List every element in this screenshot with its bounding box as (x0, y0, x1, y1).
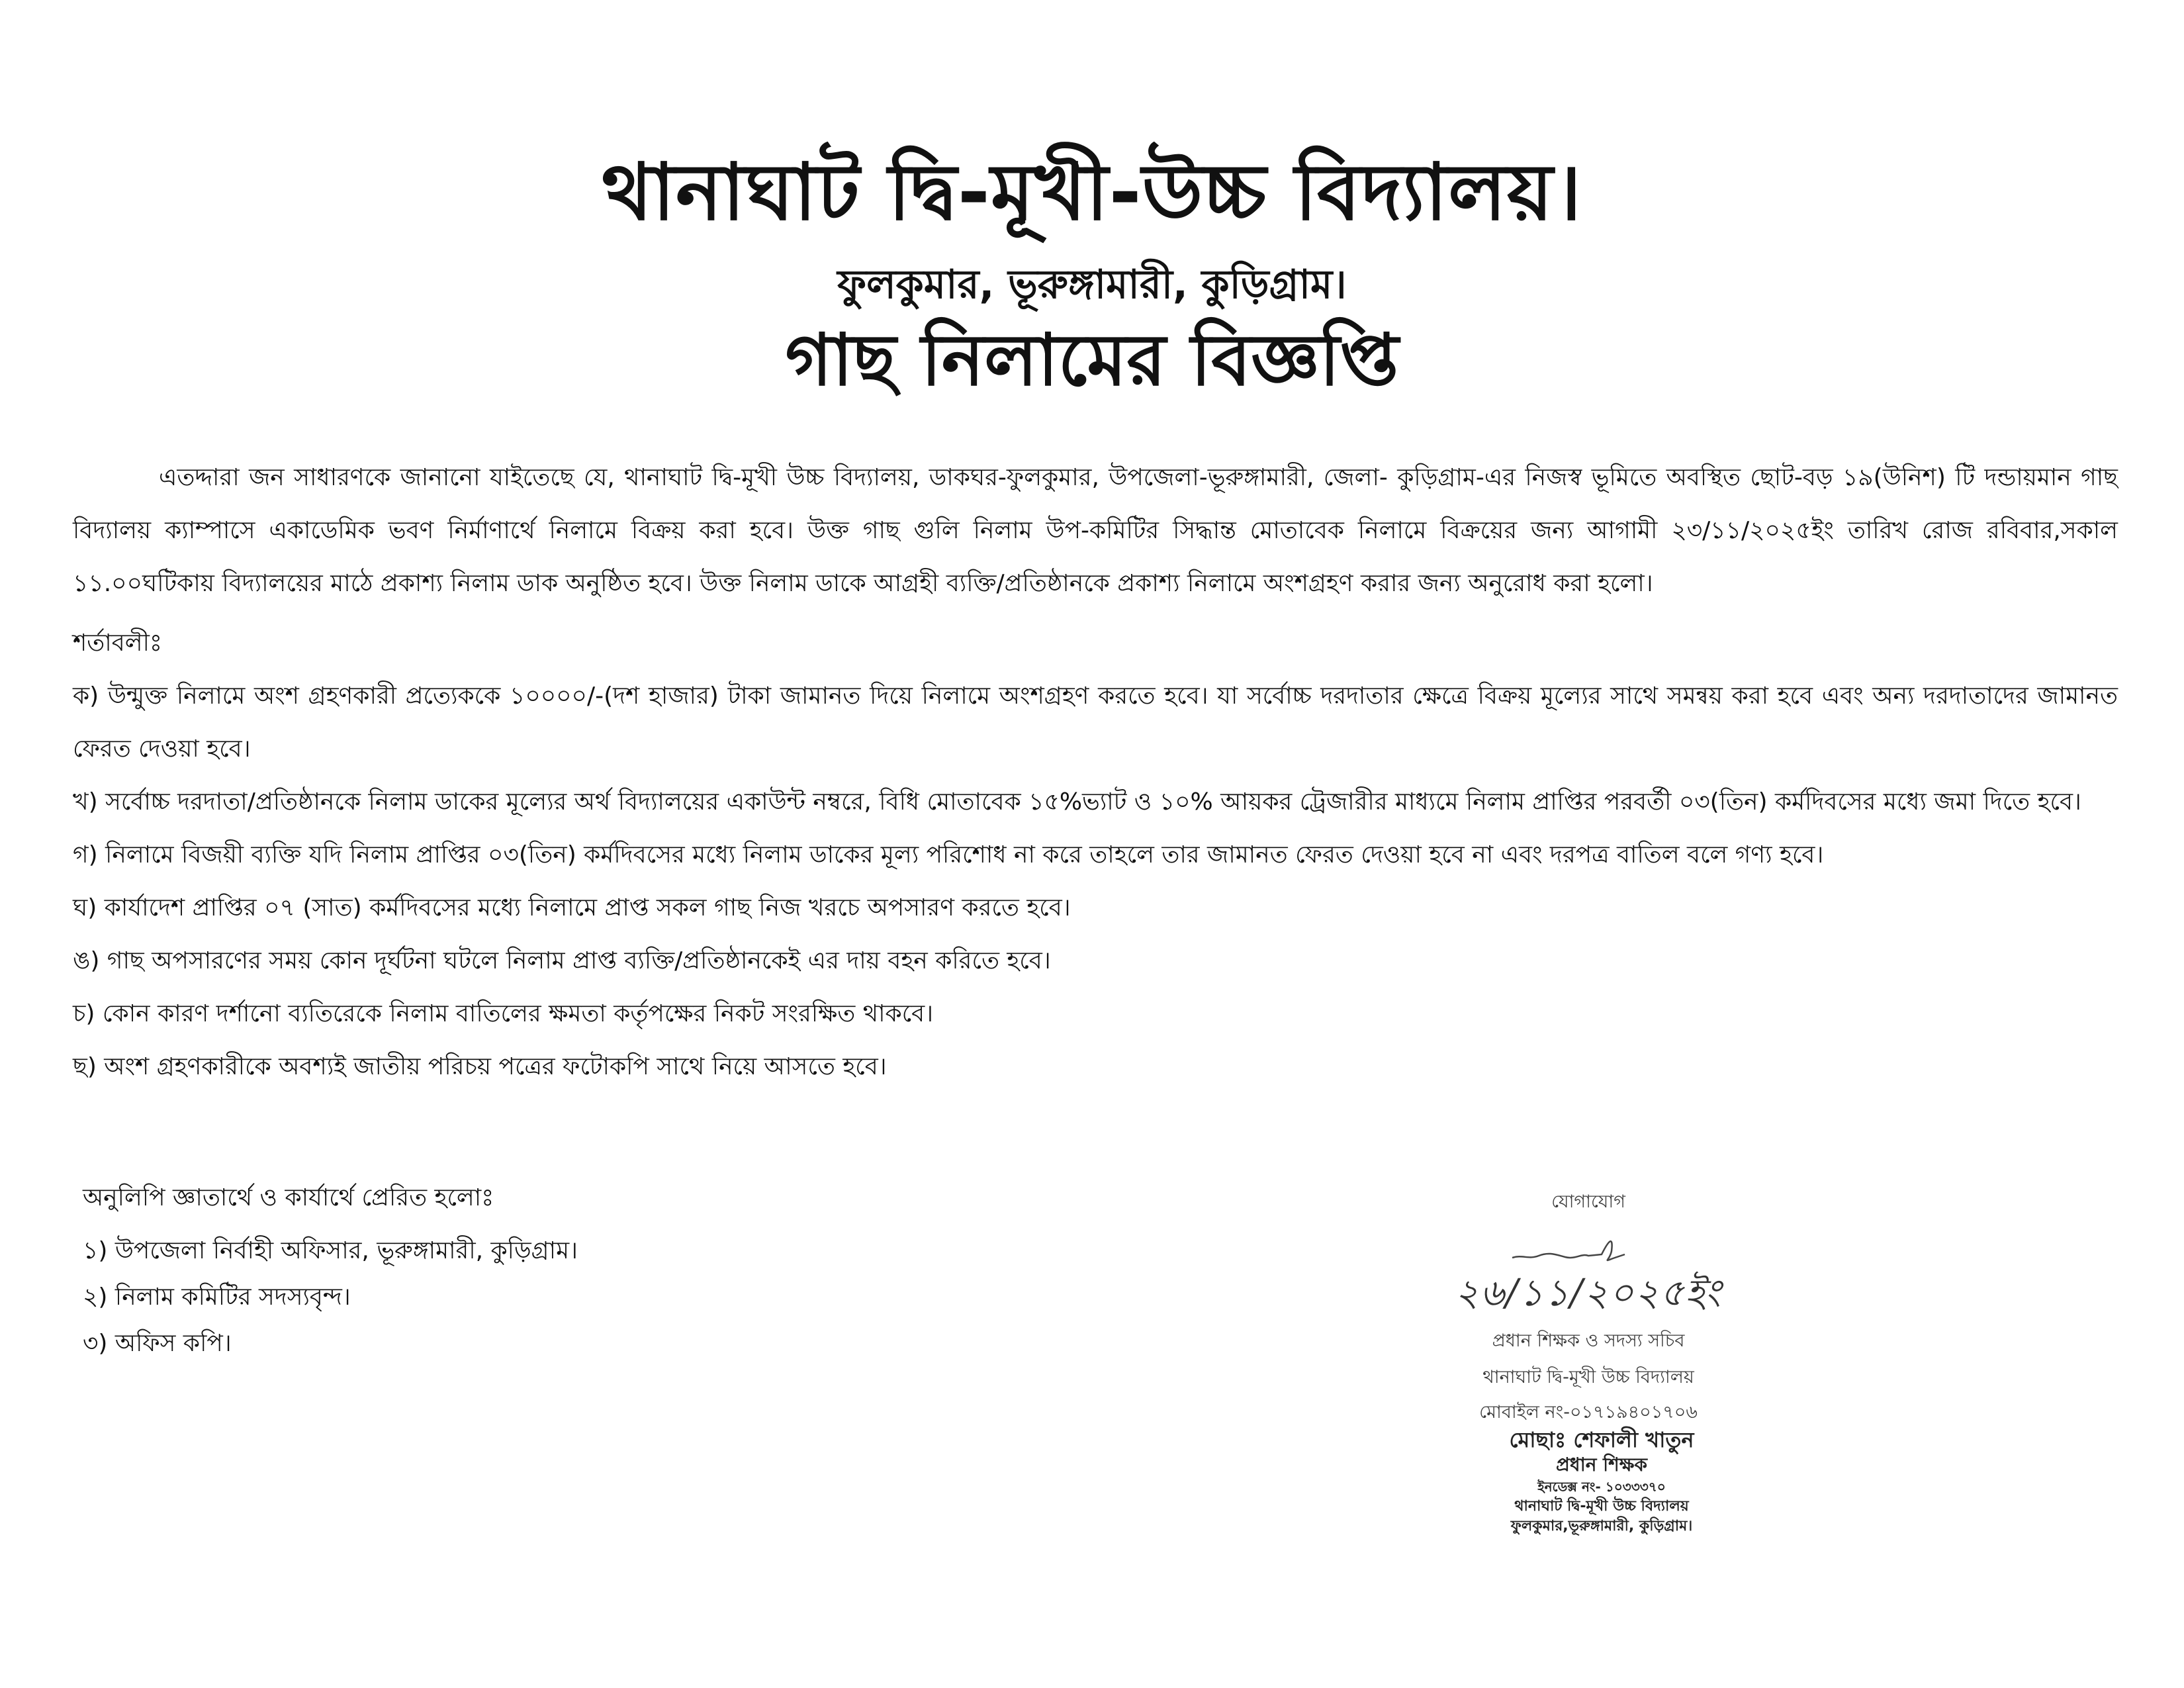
signature-date: ২৬/১১/২০২৫ইং (1454, 1272, 1723, 1315)
copy-item: ২) নিলাম কমিটির সদস্যবৃন্দ। (83, 1284, 351, 1311)
copy-heading: অনুলিপি জ্ঞাতার্থে ও কার্যার্থে প্রেরিত হলোঃ (83, 1184, 494, 1211)
official-seal-stamp (1436, 1427, 1767, 1536)
term-item: খ) সর্বোচ্চ দরদাতা/প্রতিষ্ঠানকে নিলাম ডাকের মূল্যের অর্থ বিদ্যালয়ের একাউন্ট নম্বরে, বিধি মোতাবেক ১৫%ভ্যাট ও ১০% আয়কর ট্রেজারীর মাধ্যমে নিলাম প্রাপ্তির পরবর্তী ০৩(তিন) কর্মদিবসের মধ্যে জমা দিতে হবে। (73, 788, 2081, 816)
notice-body (73, 451, 2118, 1094)
stamp-address: ফুলকুমার,ভূরুঙ্গামারী, কুড়িগ্রাম। (1510, 1518, 1693, 1534)
stamp-school: থানাঘাট দ্বি-মূখী উচ্চ বিদ্যালয় (1514, 1498, 1689, 1515)
school-name-heading: থানাঘাট দ্বি-মূখী-উচ্চ বিদ্যালয়। (602, 146, 1582, 238)
copy-item: ৩) অফিস কপি। (83, 1330, 232, 1357)
terms-list (73, 670, 2118, 1094)
handwritten-signature (1509, 1228, 1628, 1268)
term-item: গ) নিলামে বিজয়ী ব্যক্তি যদি নিলাম প্রাপ্তির ০৩(তিন) কর্মদিবসের মধ্যে নিলাম ডাকের মূল্য পরিশোধ না করে তাহলে তার জামানত ফেরত দেওয়া হবে না এবং দরপত্র বাতিল বলে গণ্য হবে। (73, 841, 1824, 868)
term-item: ঙ) গাছ অপসারণের সময় কোন দূর্ঘটনা ঘটলে নিলাম প্রাপ্ত ব্যক্তি/প্রতিষ্ঠানকেই এর দায় বহন করিতে হবে। (73, 947, 1051, 974)
signature-block (1403, 1162, 1774, 1572)
school-address: ফুলকুমার, ভূরুঙ্গামারী, কুড়িগ্রাম। (837, 261, 1347, 308)
stamp-name: মোছাঃ শেফালী খাতুন (1509, 1427, 1694, 1452)
stamp-title: প্রধান শিক্ষক (1555, 1454, 1648, 1476)
term-item: ঘ) কার্যাদেশ প্রাপ্তির ০৭ (সাত) কর্মদিবসের মধ্যে নিলামে প্রাপ্ত সকল গাছ নিজ খরচে অপসারণ করতে হবে। (73, 894, 1071, 921)
term-item: চ) কোন কারণ দর্শানো ব্যতিরেকে নিলাম বাতিলের ক্ষমতা কর্তৃপক্ষের নিকট সংরক্ষিত থাকবে। (73, 1000, 934, 1027)
stamp-index: ইনডেক্স নং- ১০৩৩৩৭০ (1537, 1479, 1666, 1495)
signer-mobile: মোবাইল নং-০১৭১৯৪০১৭০৬ (1479, 1402, 1698, 1423)
terms-heading: শর্তাবলীঃ (73, 630, 163, 657)
signer-school: থানাঘাট দ্বি-মূখী উচ্চ বিদ্যালয় (1482, 1367, 1694, 1387)
contact-label: যোগাযোগ (1551, 1192, 1625, 1212)
signer-designation: প্রধান শিক্ষক ও সদস্য সচিব (1492, 1331, 1685, 1351)
term-item: ক) উন্মুক্ত নিলামে অংশ গ্রহণকারী প্রত্যেককে ১০০০০/-(দশ হাজার) টাকা জামানত দিয়ে নিলামে অংশগ্রহণ করতে হবে। যা সর্বোচ্চ দরদাতার ক্ষেত্রে বিক্রয় মূল্যের সাথে সমন্বয় করা হবে এবং অন্য দরদাতাদের জামানত ফেরত দেওয়া হবে। (73, 682, 2118, 763)
intro-paragraph: এতদ্দারা জন সাধারণকে জানানো যাইতেছে যে, থানাঘাট দ্বি-মূখী উচ্চ বিদ্যালয়, ডাকঘর-ফুলকুমার, উপজেলা-ভূরুঙ্গামারী, জেলা- কুড়িগ্রাম-এর নিজস্ব ভূমিতে অবস্থিত ছোট-বড় ১৯(উনিশ) টি দন্ডায়মান গাছ বিদ্যালয় ক্যাম্পাসে একাডেমিক ভবণ নির্মাণার্থে নিলামে বিক্রয় করা হবে। উক্ত গাছ গুলি নিলাম উপ-কমিটির সিদ্ধান্ত মোতাবেক নিলামে বিক্রয়ের জন্য আগামী ২৩/১১/২০২৫ইং তারিখ রোজ রবিবার,সকাল ১১.০০ঘটিকায় বিদ্যালয়ের মাঠে প্রকাশ্য নিলাম ডাক অনুষ্ঠিত হবে। উক্ত নিলাম ডাকে আগ্রহী ব্যক্তি/প্রতিষ্ঠানকে প্রকাশ্য নিলামে অংশগ্রহণ করার জন্য অনুরোধ করা হলো। (73, 464, 2118, 597)
copy-item: ১) উপজেলা নির্বাহী অফিসার, ভূরুঙ্গামারী, কুড়িগ্রাম। (83, 1237, 578, 1264)
notice-title: গাছ নিলামের বিজ্ঞপ্তি (785, 319, 1399, 402)
term-item: ছ) অংশ গ্রহণকারীকে অবশ্যই জাতীয় পরিচয় পত্রের ফটোকপি সাথে নিয়ে আসতে হবে। (73, 1053, 887, 1080)
copy-list (83, 1228, 1142, 1367)
copy-distribution (83, 1175, 1142, 1367)
